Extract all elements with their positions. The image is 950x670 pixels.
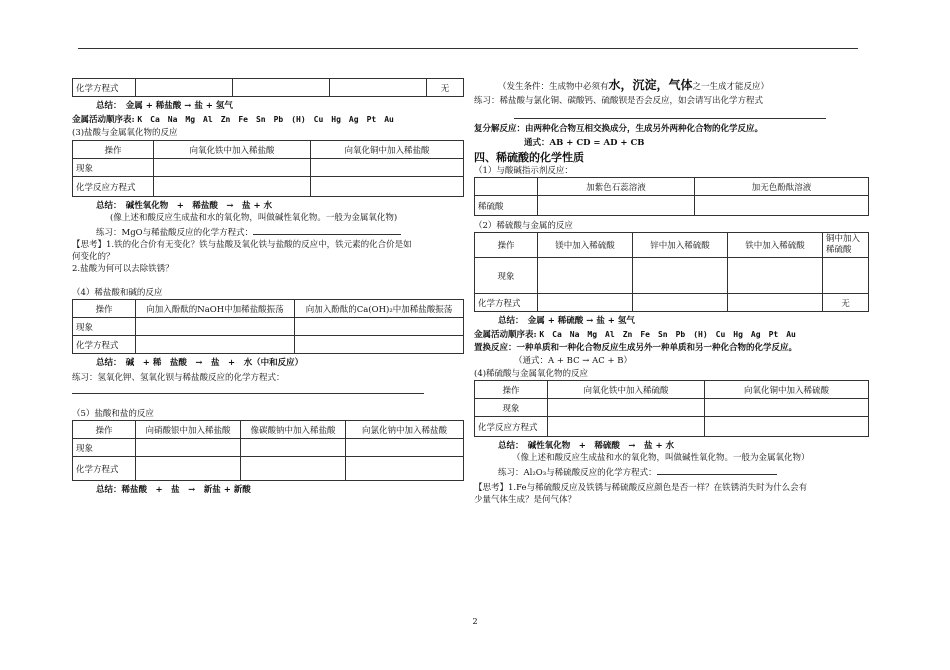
displacement-def: 置换反应：一种单质和一种化合物反应生成另外一种单质和另一种化合物的化学反应。 [474,343,798,353]
page-number: 2 [472,617,478,626]
think-question-cont: 何变化的？ [72,252,115,262]
note-basic-oxide: (像上述和酸反应生成盐和水的氧化物，叫做碱性氧化物。一般为金属氧化物) [110,213,398,223]
table-header: 像碳酸钠中加入稀盐酸 [241,421,346,439]
note-basic-oxide: （像上述和酸反应生成盐和水的氧化物，叫做碱性氧化物。一般为金属氧化物） [512,453,810,463]
think-question-2: 2.盐酸为何可以去除铁锈？ [72,264,174,274]
section-heading: （5）盐酸和盐的反应 [72,409,154,419]
table-hcl-salt [72,420,464,481]
subsection-heading: （1）与酸碱指示剂反应： [474,166,573,176]
activity-series-label: 金属活动顺序表: [474,330,537,340]
subsection-heading: (4)稀硫酸与金属氧化物的反应 [474,369,589,379]
table-row-label: 化学反应方程式 [73,177,154,197]
table-header: 操作 [73,421,136,439]
exercise-text: 练习：稀盐酸与氯化铜、碳酸钙、硫酸钡是否会反应，如会请写出化学方程式 [474,96,764,106]
exercise-text: 练习：MgO与稀盐酸反应的化学方程式： [96,228,254,238]
summary-oxide-hcl: 总结： 碱性氧化物 + 稀盐酸 → 盐 + 水 [96,201,273,211]
condition-text-end: 之一生成才能反应） [692,82,770,92]
answer-blank[interactable] [657,465,777,475]
answer-line[interactable] [72,392,424,394]
table-header: 加紫色石蕊溶液 [538,178,695,196]
table-header: 向加入酚酞的NaOH中加稀盐酸振荡 [136,300,295,318]
summary-salt: 总结：稀盐酸 + 盐 → 新盐 + 新酸 [96,485,251,495]
table-header: 向氯化钠中加入稀盐酸 [346,421,464,439]
table-row-label: 稀硫酸 [475,196,538,216]
general-formula: 通式：AB + CD = AD + CB [524,138,645,148]
answer-line[interactable] [514,117,826,119]
table-header: 向氧化铁中加入稀盐酸 [154,141,311,159]
exercise-text: 练习：氢氧化钾、氢氧化钡与稀盐酸反应的化学方程式： [72,373,285,383]
summary-metal-h2so4: 总结： 金属 + 稀硫酸 → 盐 + 氢气 [498,316,635,326]
table-header: 镁中加入稀硫酸 [538,233,633,258]
table-h2so4-metal-oxide [474,380,869,437]
activity-series: K Ca Na Mg Al Zn Fe Sn Pb (H) Cu Hg Ag Pt Au [137,115,394,124]
table-hcl-metal-equation [72,78,464,97]
subsection-heading: （2）稀硫酸与金属的反应 [474,221,573,231]
left-column [72,78,464,496]
table-header: 向氧化铁中加入稀硫酸 [548,381,705,399]
activity-series-label: 金属活动顺序表: [72,115,135,125]
table-row-label: 现象 [73,318,136,336]
double-decomposition-def: 复分解反应：由两种化合物互相交换成分，生成另外两种化合物的化学反应。 [474,124,764,134]
section-title: 四、稀硫酸的化学性质 [474,151,584,164]
condition-emphasis: 水，沉淀，气体 [608,78,693,92]
right-column [474,78,869,506]
table-header: 向加入酚酞的Ca(OH)₂中加稀盐酸振荡 [295,300,464,318]
answer-blank[interactable] [253,225,401,235]
general-formula: （通式：A + BC → AC + B） [514,356,633,366]
table-cell-none: 无 [427,79,464,97]
think-question-cont: 少量气体生成？是何气体？ [474,495,577,505]
activity-series: K Ca Na Mg Al Zn Fe Sn Pb (H) Cu Hg Ag Pt Au [539,330,796,339]
think-question: 【思考】1.铁的化合价有无变化？铁与盐酸及氧化铁与盐酸的反应中，铁元素的化合价是如 [72,240,412,250]
summary-neutralization: 总结： 碱 + 稀 盐酸 → 盐 + 水（中和反应） [96,358,304,368]
table-row-label: 现象 [73,159,154,177]
table-row-label: 化学方程式 [73,457,136,481]
table-header: 锌中加入稀硫酸 [633,233,728,258]
table-row-label: 化学方程式 [73,79,136,97]
table-cell-none: 无 [823,294,869,312]
table-header: 向硝酸银中加入稀盐酸 [136,421,241,439]
condition-text: （发生条件：生成物中必须有 [498,82,609,92]
table-row-label: 现象 [475,258,538,294]
section-heading: (3)盐酸与金属氧化物的反应 [72,128,178,138]
table-header: 铁中加入稀硫酸 [728,233,823,258]
table-header: 操作 [73,141,154,159]
table-row-label: 现象 [73,439,136,457]
table-row-label: 化学方程式 [475,294,538,312]
table-hcl-metal-oxide [72,140,464,197]
table-row-label: 现象 [475,399,548,417]
table-hcl-base [72,299,464,354]
table-row-label: 化学方程式 [73,336,136,354]
table-header: 加无色酚酞溶液 [695,178,869,196]
header-rule [78,48,858,49]
table-header: 向氧化铜中加入稀盐酸 [311,141,464,159]
section-heading: （4）稀盐酸和碱的反应 [72,288,163,298]
table-header: 铜中加入 稀硫酸 [823,233,869,258]
table-h2so4-metal [474,232,869,312]
summary-oxide-h2so4: 总结： 碱性氧化物 + 稀硫酸 → 盐 + 水 [498,441,675,451]
table-row-label: 化学反应方程式 [475,417,548,437]
table-header: 操作 [73,300,136,318]
table-header: 向氧化铜中加入稀硫酸 [705,381,869,399]
table-header: 操作 [475,381,548,399]
table-h2so4-indicator [474,177,869,216]
summary-metal-hcl: 总结： 金属 + 稀盐酸 → 盐 + 氢气 [96,101,233,111]
exercise-text: 练习：Al₂O₃与稀硫酸反应的化学方程式： [498,468,657,478]
table-header: 操作 [475,233,538,258]
think-question: 【思考】1.Fe与稀硫酸反应及铁锈与稀硫酸反应颜色是否一样？在铁锈消失时为什么会有 [474,483,808,493]
